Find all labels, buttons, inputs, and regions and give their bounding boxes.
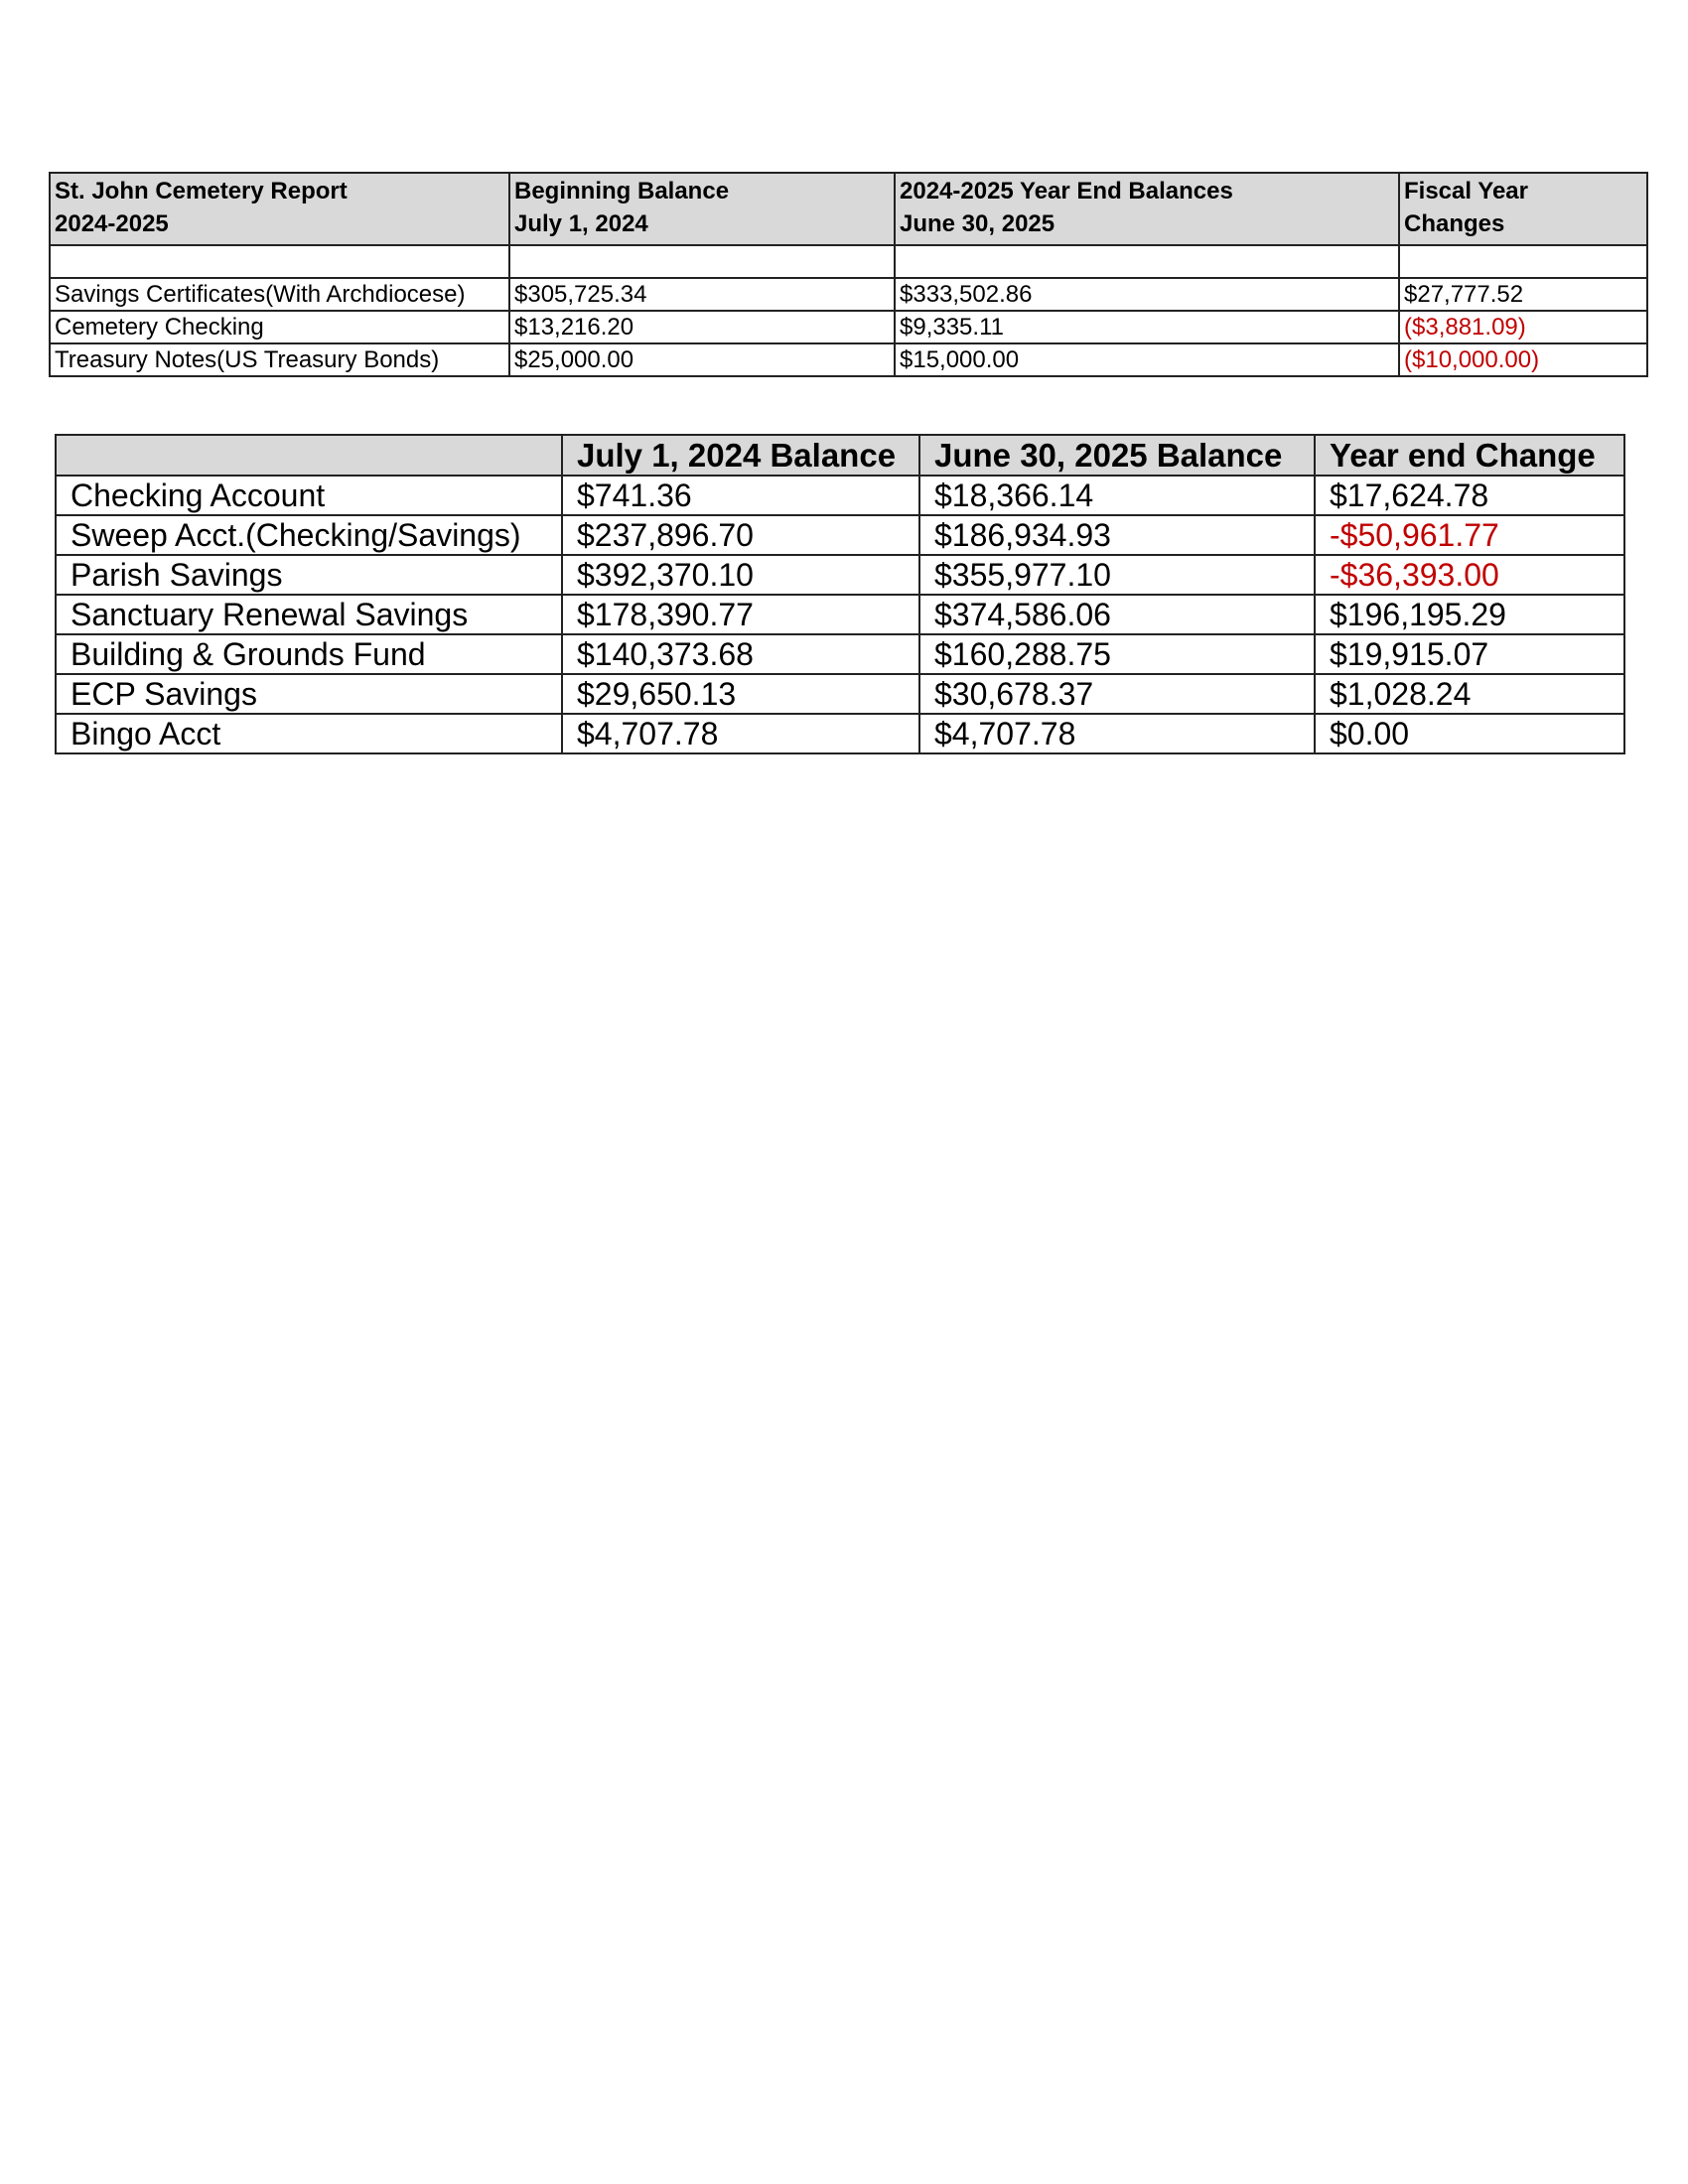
account-name: Sanctuary Renewal Savings xyxy=(56,595,562,634)
parish-row xyxy=(56,634,1624,674)
account-name: Savings Certificates(With Archdiocese) xyxy=(50,278,509,311)
account-name: Building & Grounds Fund xyxy=(56,634,562,674)
june-balance-header: June 30, 2025 Balance xyxy=(919,435,1315,476)
june-balance: $186,934.93 xyxy=(919,515,1315,555)
june-balance: $18,366.14 xyxy=(919,476,1315,515)
beginning-balance-date: July 1, 2024 xyxy=(514,210,648,237)
july-balance: $4,707.78 xyxy=(562,714,919,753)
year-end-balance: $9,335.11 xyxy=(895,311,1399,343)
account-name: Sweep Acct.(Checking/Savings) xyxy=(56,515,562,555)
blank-cell xyxy=(509,245,895,278)
june-balance: $355,977.10 xyxy=(919,555,1315,595)
cemetery-blank-row xyxy=(50,245,1647,278)
year-end-balance: $333,502.86 xyxy=(895,278,1399,311)
year-end-change-header: Year end Change xyxy=(1315,435,1624,476)
july-balance: $140,373.68 xyxy=(562,634,919,674)
fiscal-year-changes-header xyxy=(1399,173,1647,245)
year-end-change: -$50,961.77 xyxy=(1315,515,1624,555)
year-end-change: $19,915.07 xyxy=(1315,634,1624,674)
july-balance: $29,650.13 xyxy=(562,674,919,714)
july-balance: $178,390.77 xyxy=(562,595,919,634)
blank-cell xyxy=(1399,245,1647,278)
account-name: ECP Savings xyxy=(56,674,562,714)
changes-label: Changes xyxy=(1404,210,1505,237)
account-name: Treasury Notes(US Treasury Bonds) xyxy=(50,343,509,376)
year-end-change: $17,624.78 xyxy=(1315,476,1624,515)
beginning-balance: $305,725.34 xyxy=(509,278,895,311)
parish-row xyxy=(56,714,1624,753)
cemetery-title-header xyxy=(50,173,509,245)
cemetery-row xyxy=(50,278,1647,311)
beginning-balance-label: Beginning Balance xyxy=(514,178,730,205)
year-end-change: $0.00 xyxy=(1315,714,1624,753)
parish-row xyxy=(56,595,1624,634)
account-name: Bingo Acct xyxy=(56,714,562,753)
parish-row xyxy=(56,515,1624,555)
blank-cell xyxy=(50,245,509,278)
account-name: Checking Account xyxy=(56,476,562,515)
year-end-change: $1,028.24 xyxy=(1315,674,1624,714)
account-header xyxy=(56,435,562,476)
account-name: Parish Savings xyxy=(56,555,562,595)
june-balance: $374,586.06 xyxy=(919,595,1315,634)
july-balance: $237,896.70 xyxy=(562,515,919,555)
parish-row xyxy=(56,674,1624,714)
parish-row xyxy=(56,476,1624,515)
july-balance: $741.36 xyxy=(562,476,919,515)
june-balance: $30,678.37 xyxy=(919,674,1315,714)
parish-accounts-table xyxy=(55,434,1625,754)
year-end-balance-header xyxy=(895,173,1399,245)
june-balance: $4,707.78 xyxy=(919,714,1315,753)
blank-cell xyxy=(895,245,1399,278)
year-end-balance: $15,000.00 xyxy=(895,343,1399,376)
cemetery-row xyxy=(50,343,1647,376)
beginning-balance: $25,000.00 xyxy=(509,343,895,376)
account-name: Cemetery Checking xyxy=(50,311,509,343)
fiscal-year-change: $27,777.52 xyxy=(1399,278,1647,311)
beginning-balance-header xyxy=(509,173,895,245)
fiscal-year-change: ($10,000.00) xyxy=(1399,343,1647,376)
june-balance: $160,288.75 xyxy=(919,634,1315,674)
fiscal-year-label: Fiscal Year xyxy=(1404,178,1528,205)
cemetery-period: 2024-2025 xyxy=(55,210,169,237)
fiscal-year-change: ($3,881.09) xyxy=(1399,311,1647,343)
cemetery-report-table xyxy=(49,172,1648,377)
parish-header-row xyxy=(56,435,1624,476)
year-end-balance-date: June 30, 2025 xyxy=(900,210,1055,237)
cemetery-header-row xyxy=(50,173,1647,245)
year-end-change: $196,195.29 xyxy=(1315,595,1624,634)
cemetery-title: St. John Cemetery Report xyxy=(55,178,348,205)
july-balance: $392,370.10 xyxy=(562,555,919,595)
year-end-balance-label: 2024-2025 Year End Balances xyxy=(900,178,1233,205)
july-balance-header: July 1, 2024 Balance xyxy=(562,435,919,476)
beginning-balance: $13,216.20 xyxy=(509,311,895,343)
cemetery-row xyxy=(50,311,1647,343)
parish-row xyxy=(56,555,1624,595)
year-end-change: -$36,393.00 xyxy=(1315,555,1624,595)
